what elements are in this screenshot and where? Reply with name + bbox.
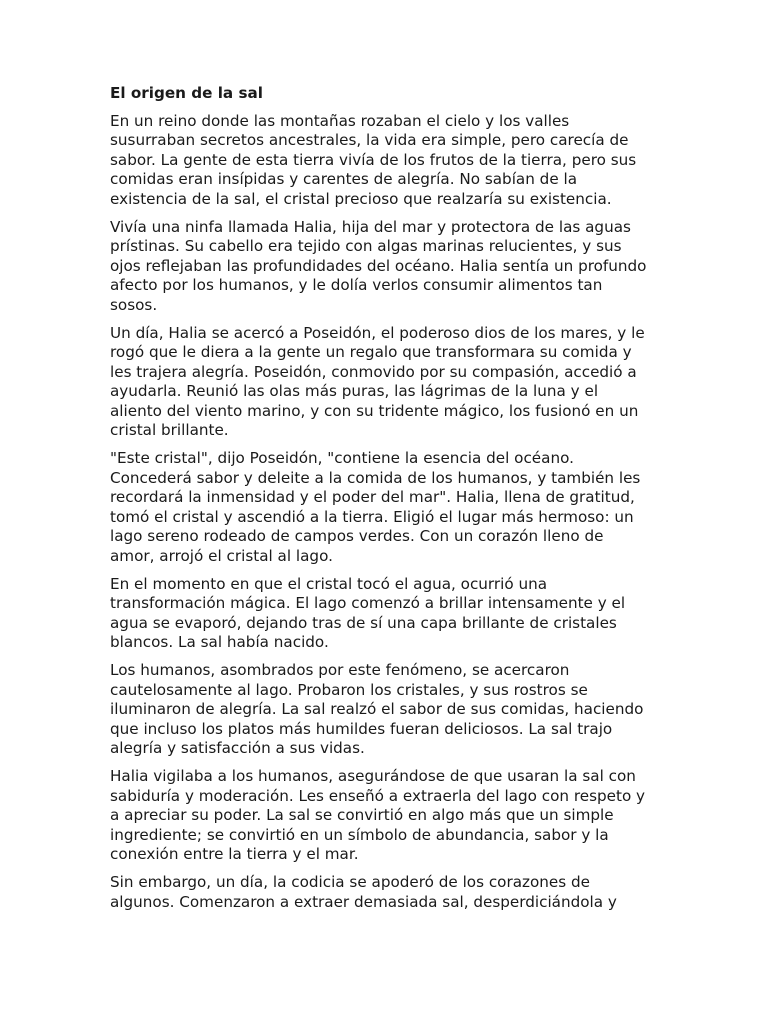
paragraph-6: Los humanos, asombrados por este fenómeno, se acercaron cautelosamente al lago. Probaron los cristales, y sus rostros se iluminaron de alegría. La sal realzó el sabor de sus comidas, haciendo que incluso los platos más humildes fueran deliciosos. La sal trajo alegría y satisfacción a sus vidas. <box>110 661 644 757</box>
document-title: El origen de la sal <box>110 84 263 102</box>
paragraph-2: Vivía una ninfa llamada Halia, hija del mar y protectora de las aguas prístinas. Su cabello era tejido con algas marinas relucientes, y sus ojos reflejaban las profundidades del océano. Halia sentía un profundo afecto por los humanos, y le dolía verlos consumir alimentos tan sosos. <box>110 217 647 314</box>
paragraph-4: "Este cristal", dijo Poseidón, "contiene la esencia del océano. Concederá sabor y deleite a la comida de los humanos, y también les recordará la inmensidad y el poder del mar". Halia, llena de gratitud, tomó el cristal y ascendió a la tierra. Eligió el lugar más hermoso: un lago sereno rodeado de campos verdes. Con un corazón lleno de amor, arrojó el cristal al lago. <box>110 449 641 565</box>
paragraph-5: En el momento en que el cristal tocó el agua, ocurrió una transformación mágica. El lago comenzó a brillar intensamente y el agua se evaporó, dejando tras de sí una capa brillante de cristales blancos. La sal había nacido. <box>110 574 626 651</box>
paragraph-3: Un día, Halia se acercó a Poseidón, el poderoso dios de los mares, y le rogó que le diera a la gente un regalo que transformara su comida y les trajera alegría. Poseidón, conmovido por su compasión, accedió a ayudarla. Reunió las olas más puras, las lágrimas de la luna y el aliento del viento marino, y con su tridente mágico, los fusionó en un cristal brillante. <box>110 323 645 439</box>
paragraph-1: En un reino donde las montañas rozaban el cielo y los valles susurraban secretos ancestrales, la vida era simple, pero carecía de sabor. La gente de esta tierra vivía de los frutos de la tierra, pero sus comidas eran insípidas y carentes de alegría. No sabían de la existencia de la sal, el cristal precioso que realzaría su existencia. <box>110 111 637 208</box>
paragraph-8: Sin embargo, un día, la codicia se apoderó de los corazones de algunos. Comenzaron a extraer demasiada sal, desperdiciándola y <box>110 873 617 911</box>
paragraph-7: Halia vigilaba a los humanos, asegurándose de que usaran la sal con sabiduría y moderación. Les enseñó a extraerla del lago con respeto y a apreciar su poder. La sal se convirtió en algo más que un simple ingrediente; se convirtió en un símbolo de abundancia, sabor y la conexión entre la tierra y el mar. <box>110 767 646 863</box>
document-page <box>110 84 658 921</box>
